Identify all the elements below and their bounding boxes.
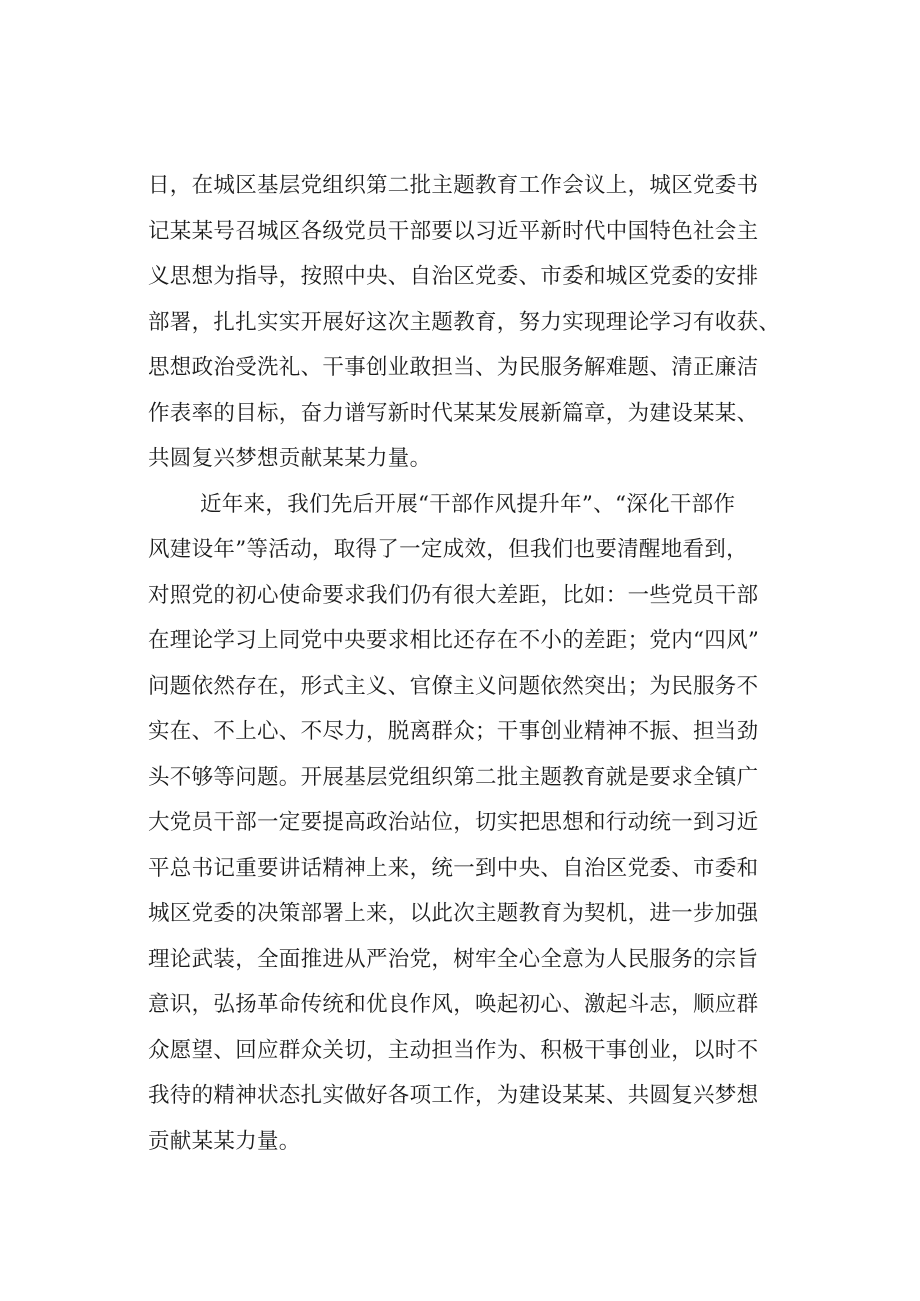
text-line: 作表率的目标，奋力谱写新时代某某发展新篇章，为建设某某、 (148, 400, 759, 426)
document-body (148, 163, 828, 1164)
text-line: 近年来，我们先后开展“干部作风提升年”、“深化干部作 (200, 491, 736, 517)
text-line: 在理论学习上同党中央要求相比还存在不小的差距；党内“四风” (148, 628, 760, 653)
text-line: 头不够等问题。开展基层党组织第二批主题教育就是要求全镇广 (148, 764, 759, 790)
text-line: 日，在城区基层党组织第二批主题教育工作会议上，城区党委书 (148, 173, 759, 198)
text-line: 平总书记重要讲话精神上来，统一到中央、自治区党委、市委和 (148, 855, 759, 881)
text-line: 城区党委的决策部署上来，以此次主题教育为契机，进一步加强 (148, 901, 759, 926)
text-line: 义思想为指导，按照中央、自治区党委、市委和城区党委的安排 (148, 264, 759, 289)
text-line: 贡献某某力量。 (148, 1128, 301, 1154)
text-line: 理论武装，全面推进从严治党，树牢全心全意为人民服务的宗旨 (148, 946, 759, 972)
text-line: 风建设年”等活动，取得了一定成效，但我们也要清醒地看到， (148, 537, 748, 562)
text-line: 思想政治受洗礼、干事创业敢担当、为民服务解难题、清正廉洁 (148, 355, 759, 380)
paragraph-1 (148, 163, 828, 482)
text-line: 实在、不上心、不尽力，脱离群众；干事创业精神不振、担当劲 (148, 719, 759, 744)
paragraph-2 (148, 482, 828, 1165)
text-line: 大党员干部一定要提高政治站位，切实把思想和行动统一到习近 (148, 810, 759, 835)
text-line: 对照党的初心使命要求我们仍有很大差距，比如：一些党员干部 (148, 582, 759, 608)
text-line: 问题依然存在，形式主义、官僚主义问题依然突出；为民服务不 (148, 673, 759, 699)
text-line: 部署，扎扎实实开展好这次主题教育，努力实现理论学习有收获、 (148, 309, 781, 335)
text-line: 意识，弘扬革命传统和优良作风，唤起初心、激起斗志，顺应群 (148, 992, 759, 1017)
text-line: 记某某号召城区各级党员干部要以习近平新时代中国特色社会主 (148, 218, 759, 244)
text-line: 共圆复兴梦想贡献某某力量。 (148, 446, 432, 471)
text-line: 众愿望、回应群众关切，主动担当作为、积极干事创业，以时不 (148, 1037, 759, 1063)
text-line: 我待的精神状态扎实做好各项工作，为建设某某、共圆复兴梦想 (148, 1083, 759, 1108)
